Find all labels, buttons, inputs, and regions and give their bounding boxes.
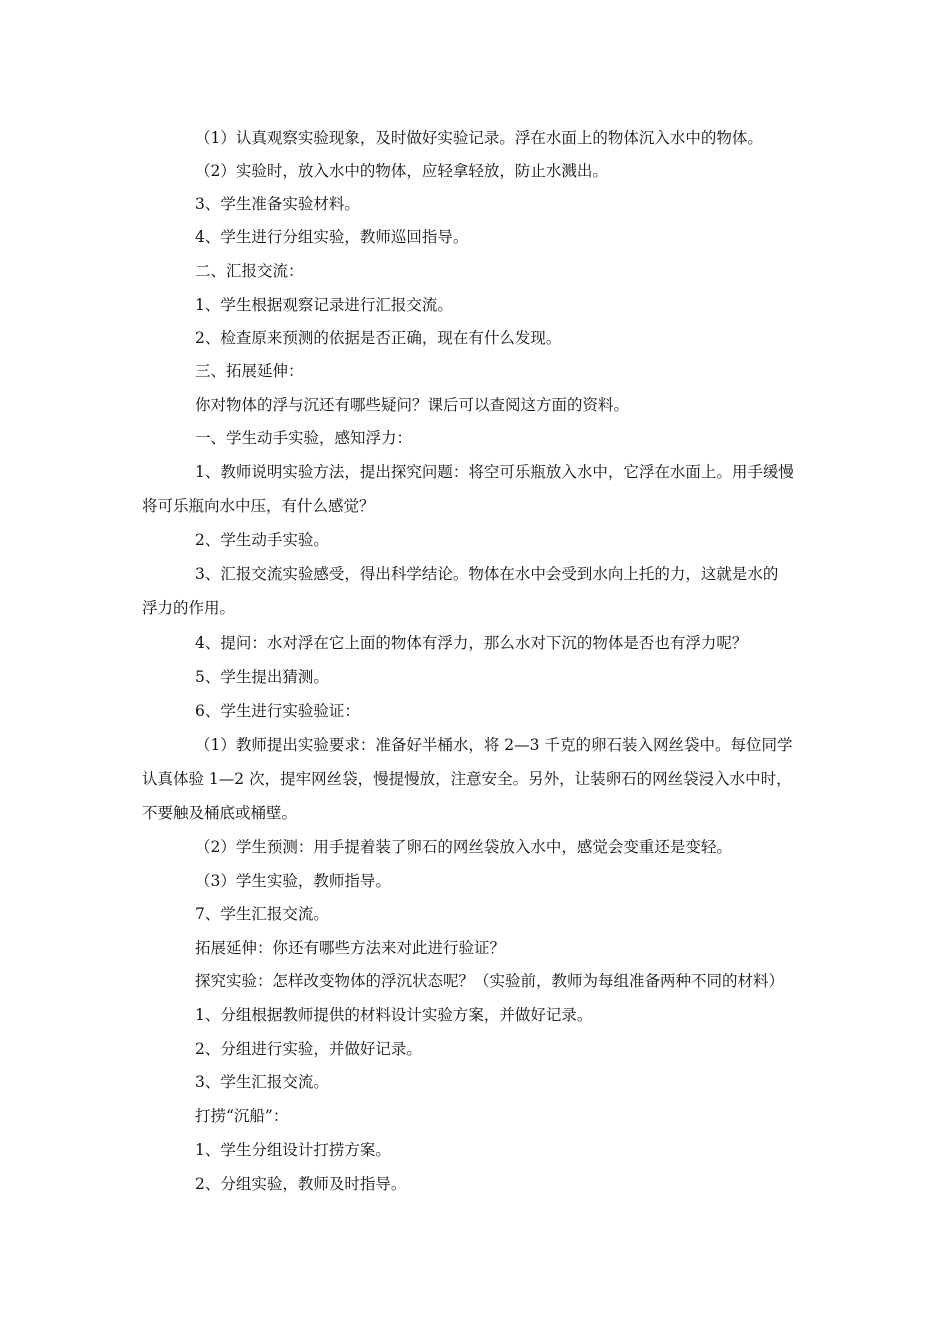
paragraph-27-line-1: 1、学生分组设计打捞方案。 xyxy=(195,1141,391,1159)
paragraph-16-line-1: 6、学生进行实验验证： xyxy=(195,702,360,720)
paragraph-22-line-1: 探究实验：怎样改变物体的浮沉状态呢？（实验前，教师为每组准备两种不同的材料） xyxy=(195,972,785,990)
paragraph-17-line-3: 不要触及桶底或桶壁。 xyxy=(142,804,298,822)
paragraph-20-line-1: 7、学生汇报交流。 xyxy=(195,905,329,923)
paragraph-19-line-1: （3）学生实验，教师指导。 xyxy=(195,872,391,890)
paragraph-15-line-1: 5、学生提出猜测。 xyxy=(195,668,329,686)
paragraph-11-line-1: 1、教师说明实验方法，提出探究问题：将空可乐瓶放入水中，它浮在水面上。用手缓慢 xyxy=(195,463,794,481)
paragraph-21-line-1: 拓展延伸：你还有哪些方法来对此进行验证？ xyxy=(195,939,506,957)
paragraph-5-line-1: 二、汇报交流： xyxy=(195,262,304,280)
paragraph-1-line-1: （1）认真观察实验现象，及时做好实验记录。浮在水面上的物体沉入水中的物体。 xyxy=(195,129,763,147)
paragraph-13-line-2: 浮力的作用。 xyxy=(142,599,236,617)
paragraph-10-line-1: 一、学生动手实验，感知浮力： xyxy=(195,429,413,447)
paragraph-9-line-1: 你对物体的浮与沉还有哪些疑问？课后可以查阅这方面的资料。 xyxy=(195,396,630,414)
paragraph-13-line-1: 3、汇报交流实验感受，得出科学结论。物体在水中会受到水向上托的力，这就是水的 xyxy=(195,565,779,583)
paragraph-2-line-1: （2）实验时，放入水中的物体，应轻拿轻放，防止水溅出。 xyxy=(195,162,608,180)
paragraph-17-line-1: （1）教师提出实验要求：准备好半桶水，将 2—3 千克的卵石装入网丝袋中。每位同学 xyxy=(195,736,793,754)
paragraph-25-line-1: 3、学生汇报交流。 xyxy=(195,1073,329,1091)
paragraph-12-line-1: 2、学生动手实验。 xyxy=(195,531,329,549)
paragraph-26-line-1: 打捞“沉船”： xyxy=(195,1107,289,1125)
paragraph-3-line-1: 3、学生准备实验材料。 xyxy=(195,195,360,213)
paragraph-28-line-1: 2、分组实验，教师及时指导。 xyxy=(195,1175,407,1193)
paragraph-14-line-1: 4、提问：水对浮在它上面的物体有浮力，那么水对下沉的物体是否也有浮力呢？ xyxy=(195,634,748,652)
paragraph-11-line-2: 将可乐瓶向水中压，有什么感觉？ xyxy=(142,497,375,515)
paragraph-24-line-1: 2、分组进行实验，并做好记录。 xyxy=(195,1040,422,1058)
paragraph-8-line-1: 三、拓展延伸： xyxy=(195,362,304,380)
paragraph-6-line-1: 1、学生根据观察记录进行汇报交流。 xyxy=(195,296,453,314)
paragraph-18-line-1: （2）学生预测：用手提着装了卵石的网丝袋放入水中，感觉会变重还是变轻。 xyxy=(195,838,732,856)
paragraph-7-line-1: 2、检查原来预测的依据是否正确，现在有什么发现。 xyxy=(195,329,562,347)
paragraph-17-line-2: 认真体验 1—2 次，提牢网丝袋，慢提慢放，注意安全。另外，让装卵石的网丝袋浸入水中时， xyxy=(142,770,792,788)
paragraph-4-line-1: 4、学生进行分组实验，教师巡回指导。 xyxy=(195,228,469,246)
paragraph-23-line-1: 1、分组根据教师提供的材料设计实验方案，并做好记录。 xyxy=(195,1006,593,1024)
